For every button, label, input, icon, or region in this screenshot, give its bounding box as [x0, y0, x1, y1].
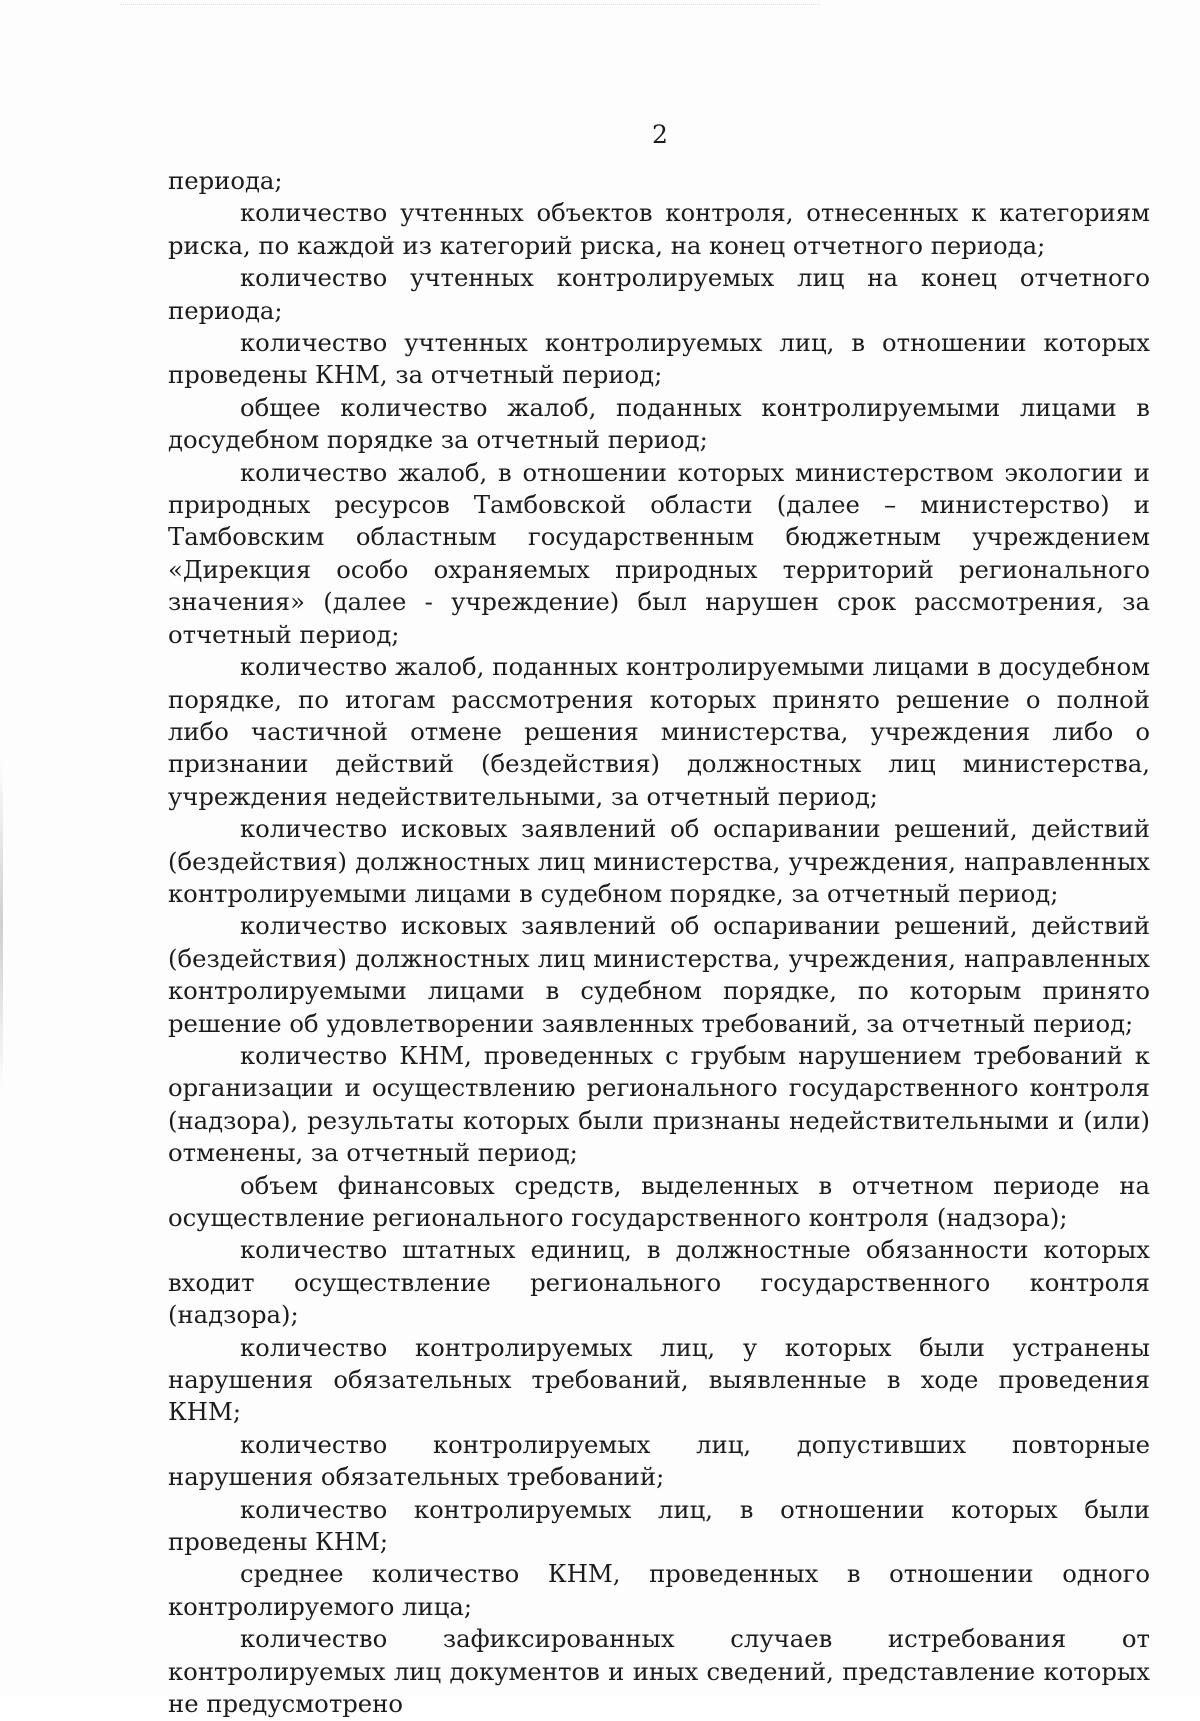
paragraph: количество штатных единиц, в должностные обязанности которых входит осуществление регионального государственного контроля (надзора);: [168, 1235, 1150, 1330]
paragraph: количество исковых заявлений об оспаривании решений, действий (бездействия) должностных лиц министерства, учреждения, направленных контролируемыми лицами в судебном порядке, за отчетный период;: [168, 814, 1150, 908]
document-body: [168, 165, 1150, 1721]
paragraph: количество контролируемых лиц, допустивших повторные нарушения обязательных требований;: [168, 1429, 1150, 1492]
paragraph: количество КНМ, проведенных с грубым нарушением требований к организации и осуществлению регионального государственного контроля (надзора), результаты которых были признаны недействительными и (или) отменены, за отчетный период;: [168, 1040, 1150, 1168]
paragraph: общее количество жалоб, поданных контролируемыми лицами в досудебном порядке за отчетный период;: [168, 392, 1150, 455]
paragraph: периода;: [168, 166, 283, 195]
paragraph: объем финансовых средств, выделенных в отчетном периоде на осуществление регионального государственного контроля (надзора);: [168, 1170, 1150, 1232]
paragraph: количество жалоб, в отношении которых министерством экологии и природных ресурсов Тамбовской области (далее – министерство) и Тамбовским областным государственным бюджетным учреждением «Дирекция особо охраняемых природных территорий регионального значения» (далее - учреждение) был нарушен срок рассмотрения, за отчетный период;: [168, 457, 1150, 649]
scan-edge-shadow: [0, 760, 3, 1090]
paragraph: количество учтенных контролируемых лиц, в отношении которых проведены КНМ, за отчетный период;: [168, 328, 1150, 390]
paragraph: количество исковых заявлений об оспаривании решений, действий (бездействия) должностных лиц министерства, учреждения, направленных контролируемыми лицами в судебном порядке, по которым принято решение об удовлетворении заявленных требований, за отчетный период;: [168, 911, 1150, 1038]
paragraph: количество жалоб, поданных контролируемыми лицами в досудебном порядке, по итогам рассмотрения которых принято решение о полной либо частичной отмене решения министерства, учреждения либо о признании действий (бездействия) должностных лиц министерства, учреждения недействительными, за отчетный период;: [168, 652, 1150, 811]
page-number: 2: [652, 120, 668, 149]
paragraph: количество учтенных контролируемых лиц на конец отчетного периода;: [168, 263, 1150, 325]
paragraph: количество зафиксированных случаев истребования от контролируемых лиц документов и иных сведений, представление которых не предусмотрено: [168, 1624, 1150, 1719]
scan-artifact: [120, 4, 820, 11]
paragraph: количество учтенных объектов контроля, отнесенных к категориям риска, по каждой из категорий риска, на конец отчетного периода;: [168, 198, 1150, 260]
paragraph: среднее количество КНМ, проведенных в отношении одного контролируемого лица;: [168, 1559, 1150, 1621]
paragraph: количество контролируемых лиц, у которых были устранены нарушения обязательных требований, выявленные в ходе проведения КНМ;: [168, 1332, 1150, 1427]
paragraph: количество контролируемых лиц, в отношении которых были проведены КНМ;: [168, 1494, 1150, 1557]
